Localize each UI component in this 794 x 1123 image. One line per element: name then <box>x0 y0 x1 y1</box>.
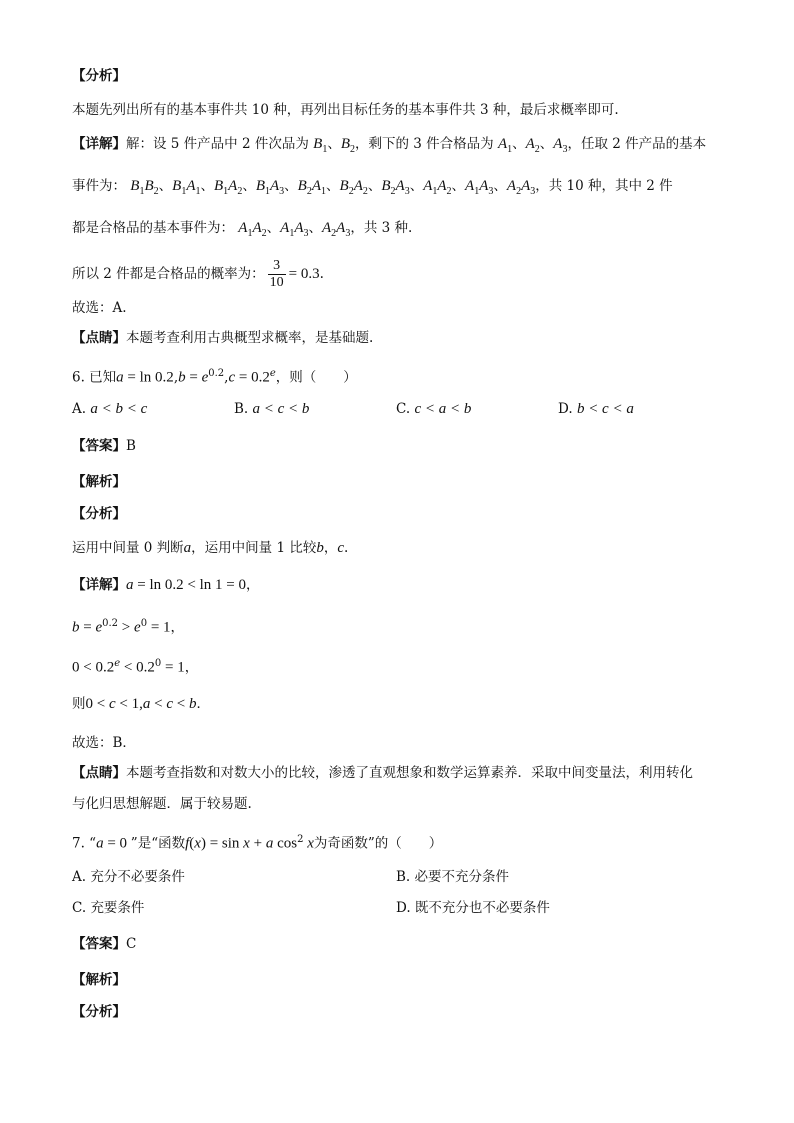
q7-option-b[interactable]: B. 必要不充分条件 <box>396 869 510 885</box>
analysis-heading: 【分析】 <box>72 68 126 84</box>
q7-analysis-heading: 【分析】 <box>72 1004 126 1020</box>
analysis-text: 本题先列出所有的基本事件共 10 种，再列出目标任务的基本事件共 3 种，最后求概率即可. <box>72 102 619 118</box>
q6-detail-line-4: 则0 < c < 1,a < c < b． <box>72 696 210 712</box>
q6-option-d[interactable]: D. b < c < a <box>558 401 634 417</box>
q7-option-c[interactable]: C. 充要条件 <box>72 900 145 916</box>
q6-option-b[interactable]: B. a < c < b <box>234 401 310 417</box>
q7-option-d[interactable]: D. 既不充分也不必要条件 <box>396 900 550 916</box>
detail-line-1: 【详解】解：设 5 件产品中 2 件次品为 $B_1$、$B_2$，剩下的 3 件合格品为 $A_1$、$A_2$、$A_3$，任取 2 件产品的基本 <box>72 136 707 155</box>
q6-choose-b: 故选：B． <box>72 735 136 751</box>
probability-fraction: $\frac{3}{10}$ <box>269 258 284 290</box>
q6-detail-line-2: $b = e^{0.2} > e^0 = 1$， <box>72 618 185 636</box>
q6-comment-heading: 【点睛】 <box>72 765 126 781</box>
q6-jiexi-heading: 【解析】 <box>72 474 126 490</box>
detail-heading: 【详解】 <box>72 136 126 152</box>
q7-option-a[interactable]: A. 充分不必要条件 <box>72 869 185 885</box>
q6-comment-line-1: 【点睛】本题考查指数和对数大小的比较，渗透了直观想象和数学运算素养．采取中间变量法，利用转化 <box>72 765 693 781</box>
q6-detail-heading: 【详解】 <box>72 577 126 593</box>
q6-detail-line-1: 【详解】a = ln 0.2 < ln 1 = 0， <box>72 577 260 593</box>
comment-line: 【点睛】本题考查利用古典概型求概率，是基础题. <box>72 330 374 346</box>
qualified-line: 都是合格品的基本事件为： $A_1A_2$、$A_1A_3$、$A_2A_3$，共 3 种. <box>72 220 413 239</box>
q7-jiexi-heading: 【解析】 <box>72 972 126 988</box>
q6-detail-line-3: $0 < 0.2^e < 0.2^0 = 1$， <box>72 658 199 676</box>
q6-option-a[interactable]: A. a < b < c <box>72 401 148 417</box>
q7-stem: 7. “a = 0 ”是“函数f(x) = sin x + a $\cos^2 x$为奇函数”的（ ） <box>72 834 443 852</box>
q6-option-c[interactable]: C. c < a < b <box>396 401 472 417</box>
q6-answer: 【答案】B <box>72 438 136 454</box>
probability-line: 所以 2 件都是合格品的概率为： $\frac{3}{10}$ = 0.3. <box>72 258 324 290</box>
q6-analysis-heading: 【分析】 <box>72 506 126 522</box>
q6-comment-line-2: 与化归思想解题．属于较易题. <box>72 796 252 812</box>
comment-heading: 【点睛】 <box>72 330 126 346</box>
q7-answer: 【答案】C <box>72 936 137 952</box>
q6-analysis-text: 运用中间量 0 判断a，运用中间量 1 比较b，c. <box>72 540 349 556</box>
q6-stem: 6. 已知$a = \ln 0.2,b = e^{0.2},c = 0.2^e$，则（ ） <box>72 368 357 386</box>
choose-a: 故选：A. <box>72 300 127 316</box>
events-line: 事件为： $B_1B_2$、$B_1A_1$、$B_1A_2$、$B_1A_3$、$B_2A_1$、$B_2A_2$、$B_2A_3$、$A_1A_2$、$A_1A_3$、$A_2A_3$，共 10 种，其中 2 件 <box>72 178 673 197</box>
